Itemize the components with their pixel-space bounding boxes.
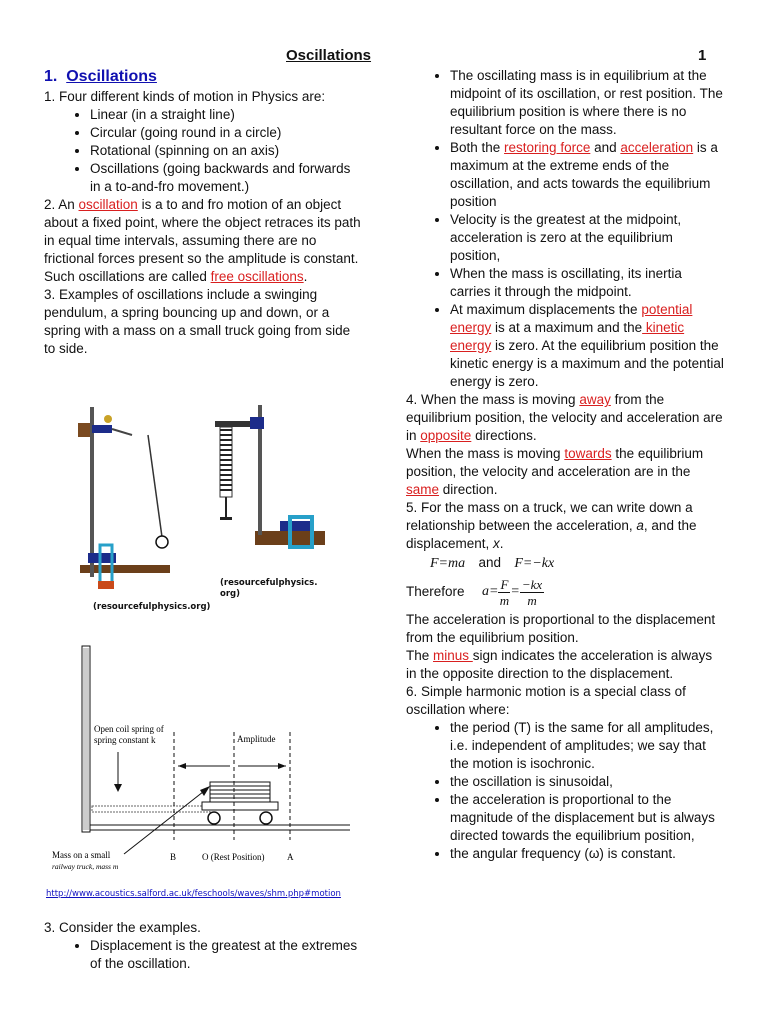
diagram-truck-body [202,802,278,810]
var-x: x [493,536,500,551]
diagram-wheel-left [208,812,220,824]
list-item: • Oscillations (going backwards and forwards in a to-and-fro movement.) [90,160,364,196]
equation-f-ma: F=ma [430,556,466,571]
diagram-spring-label-2: spring constant k [94,735,156,745]
pendulum-clamp-screw [98,581,114,589]
credit-2-line-2: org) [220,589,241,599]
term-acceleration: acceleration [620,140,694,155]
diagram-amplitude-label: Amplitude [237,734,276,744]
paragraph-7 [406,647,726,683]
diagram-mass-pointer [124,788,208,854]
term-restoring-force: restoring force [504,140,591,155]
b5-text-b: is at a maximum and the [491,320,643,335]
diagram-arrowhead-right [278,763,286,769]
spring-boss [250,417,264,429]
p5-text-a: 5. For the mass on a truck, we can write down a relationship between the acceleration, [406,500,693,533]
pendulum-clamp-arm [112,429,132,435]
b2-text-b: and [590,140,621,155]
diagram-wall-shade [83,648,89,830]
list-item: • the period (T) is the same for all amplitudes, i.e. independent of amplitudes; we say that the motion is isochronic. [450,719,726,773]
spring-truck-diagram [44,640,356,880]
paragraph-consider: 3. Consider the examples. [44,920,201,935]
p4-text-a: 4. When the mass is moving [406,392,580,407]
list-item [450,301,726,391]
equation-equals: = [510,584,520,599]
equation-and: and [478,555,501,570]
paragraph-6: The acceleration is proportional to the displacement from the equilibrium position. [406,612,716,645]
list-item: • Rotational (spinning on an axis) [90,142,364,160]
pendulum-bob [156,536,168,548]
fraction-kx-over-m [520,577,544,608]
pendulum-screw [104,415,112,423]
term-opposite: opposite [420,428,472,443]
list-item: • When the mass is oscillating, its inertia carries it through the midpoint. [450,265,726,301]
list-item: • Displacement is the greatest at the extremes of the oscillation. [90,937,364,973]
diagram-arrowhead-left [178,763,186,769]
term-same: same [406,482,440,497]
section-heading-text: Oscillations [66,68,157,85]
b2-text-a: Both the [450,140,505,155]
diagram-point-o: O (Rest Position) [202,852,265,862]
pendulum-boss [92,425,112,433]
diagram-point-a: A [287,852,294,862]
p4-text-d: When the mass is moving [406,446,565,461]
pendulum-clamp-block [78,423,90,437]
right-column-text [406,67,726,863]
paragraph-4 [406,391,726,499]
page-title: Oscillations [286,47,372,64]
credit-resourcefulphysics-1: (resourcefulphysics.org) [93,602,211,612]
equation-f-kx: F=−kx [514,556,555,571]
paragraph-8: 6. Simple harmonic motion is a special class of oscillation where: [406,684,686,717]
list-item: • the acceleration is proportional to the magnitude of the displacement but is always directed towards the equilibrium position, [450,791,726,845]
fraction-1-numerator: F [500,576,509,592]
p4-text-f: direction. [439,482,498,497]
term-potential-energy: potential energy [450,302,693,335]
diagram-point-b: B [170,852,177,862]
paragraph-2-text-c: . [303,269,308,284]
motion-list [44,106,364,196]
term-towards: towards [564,446,612,461]
equation-row-1 [406,553,726,573]
p4-text-b: from the equilibrium position, the velocity and acceleration are in [406,392,723,443]
list-item: • the oscillation is sinusoidal, [450,773,726,791]
b2-text-c: is a maximum at the extreme ends of the oscillation, and acts towards the equilibrium position [450,140,718,209]
source-link[interactable]: http://www.acoustics.salford.ac.uk/feschools/waves/shm.php#motion [46,889,341,899]
equation-a-lhs: a= [482,584,499,599]
diagram-spring-pointer-head [114,784,122,792]
page-number: 1 [698,47,707,64]
paragraph-3: 3. Examples of oscillations include a swinging pendulum, a spring bouncing up and down, or a spring with a mass on a small truck going from side to side. [44,287,351,356]
examples-list [44,937,364,973]
spring-coil [220,430,232,490]
diagram-mass-label-1: Mass on a small [52,850,111,860]
var-a: a [636,518,644,533]
list-item: • Circular (going round in a circle) [90,124,364,142]
p4-text-e: the equilibrium position, the velocity and acceleration are in the [406,446,704,479]
diagram-spring-label-1: Open coil spring of [94,724,164,734]
list-item: • Linear (in a straight line) [90,106,364,124]
p7-text-a: The [406,648,434,663]
p5-text-b: , and the displacement, [406,518,697,551]
paragraph-5 [406,499,726,553]
paragraph-2-text-a: 2. An [44,197,79,212]
term-oscillation: oscillation [78,197,138,212]
term-kinetic-energy: kinetic energy [450,320,685,353]
p5-text-c: . [499,536,504,551]
equation-row-2 [406,573,726,611]
left-column-text [44,68,364,358]
equilibrium-list [406,67,726,391]
p4-text-c: directions. [471,428,537,443]
term-minus: minus [433,648,473,663]
term-free-oscillations: free oscillations [210,269,304,284]
b5-text-c: is zero. At the equilibrium position the kinetic energy is a maximum and the potential energy is zero. [450,338,724,389]
list-item: • The oscillating mass is in equilibrium at the midpoint of its oscillation, or rest position. The equilibrium position is where there is no resultant force on the mass. [450,67,726,139]
paragraph-1: 1. Four different kinds of motion in Physics are: [44,89,326,104]
spring-mass [220,517,232,520]
fraction-1-denominator: m [499,592,510,608]
paragraph-2 [44,196,364,286]
term-away: away [579,392,611,407]
credit-2-line-1: (resourcefulphysics. [220,578,318,588]
diagram-mass-block [210,782,270,802]
fraction-2-denominator: m [527,592,537,608]
diagram-wheel-right [260,812,272,824]
credit-resourcefulphysics-2 [220,578,317,600]
left-column-bottom [44,919,364,973]
section-heading [44,68,364,86]
shm-list [406,719,726,863]
diagram-mass-pointer-head [200,786,210,796]
list-item: • the angular frequency (ω) is constant. [450,845,726,863]
pendulum-string [148,435,162,537]
spring-coil-outline [220,427,232,497]
list-item: • Velocity is the greatest at the midpoint, acceleration is zero at the equilibrium position, [450,211,726,265]
diagram-mass-label-2: railway truck, mass m [52,862,119,871]
fraction-2-numerator: −kx [521,576,543,592]
paragraph-2-text-b: is a to and fro motion of an object about a fixed point, where the object retraces its path in equal time intervals, assuming there are no frictional forces present so the amplitude is constant. Such oscillations are called [44,197,361,284]
section-heading-number: 1. [44,68,58,85]
list-item [450,139,726,211]
fraction-f-over-m [498,577,510,608]
spring-base-clamp [280,521,312,531]
therefore-label: Therefore [406,584,465,599]
p7-text-b: sign indicates the acceleration is always in the opposite direction to the displacement. [406,648,713,681]
b5-text-a: At maximum displacements the [450,302,642,317]
diagram-spring [92,806,210,812]
